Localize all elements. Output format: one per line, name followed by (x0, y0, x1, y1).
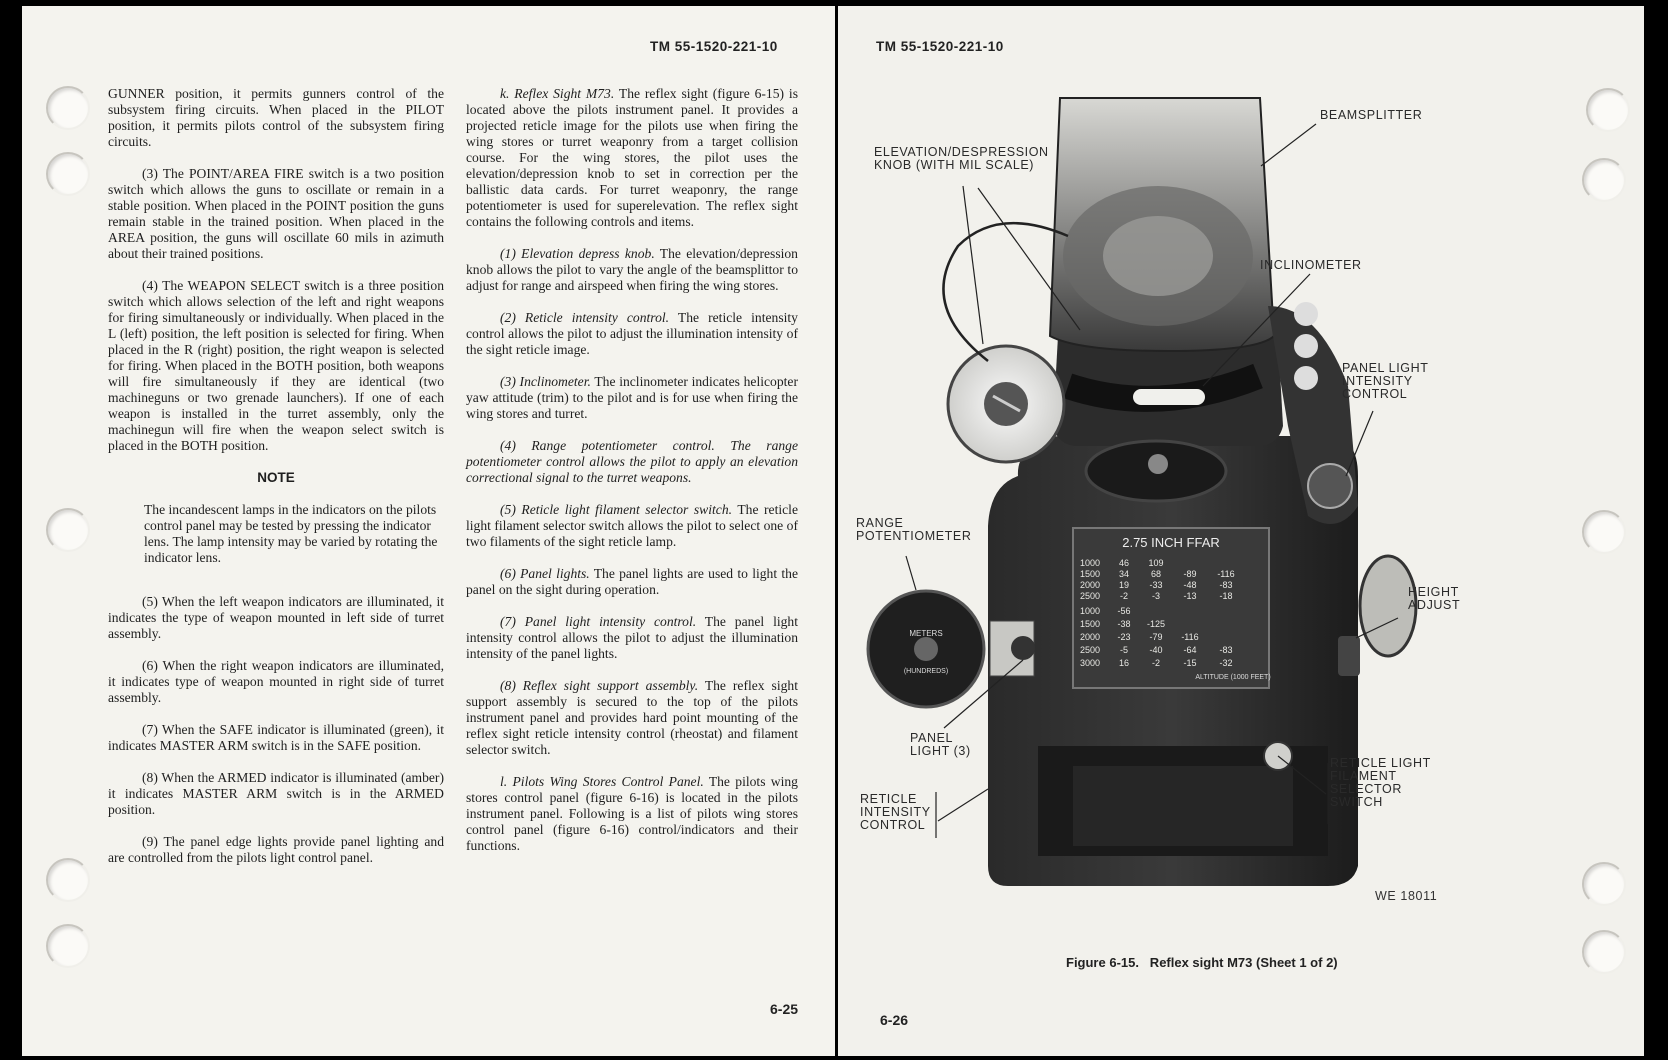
placard-cell: 3000 (1079, 658, 1101, 668)
inclinometer-tube (1133, 389, 1205, 405)
placard-cell: -48 (1183, 580, 1197, 590)
page-header: TM 55-1520-221-10 (876, 39, 1004, 54)
binder-hole (46, 86, 90, 130)
paragraph: (9) The panel edge lights provide panel lighting and are controlled from the pilots light control panel. (108, 834, 444, 865)
paragraph: (6) When the right weapon indicators are illuminated, it indicates type of weapon mounted in right side of turret assembly. (108, 658, 444, 705)
label-range-pot: RANGE POTENTIOMETER (856, 516, 972, 543)
placard-cell: 1000 (1079, 558, 1101, 568)
range-pot-knob (914, 637, 938, 661)
page-header: TM 55-1520-221-10 (650, 39, 778, 54)
section-title: l. Pilots Wing Stores Control Panel. (500, 774, 704, 789)
placard-cell: 109 (1148, 558, 1164, 568)
section-body: The reflex sight (figure 6-15) is located above the pilots instrument panel. It provides a projected reticle image for the pilots use when firing the wing stores or turret weaponry from a target collision course. For the wing stores, the pilot uses the elevation/depression knob to set in correction per the ballistic data cards. For turret weaponry, the range potentiometer is used for superelevation. The reflex sight contains the following controls and items. (466, 86, 798, 229)
label-panel-light-intensity: PANEL LIGHT INTENSITY CONTROL (1342, 361, 1429, 401)
placard-cell: -2 (1119, 591, 1129, 601)
label-beamsplitter: BEAMSPLITTER (1320, 108, 1423, 122)
paragraph: (7) When the SAFE indicator is illuminated (green), it indicates MASTER ARM switch is in the SAFE position. (108, 722, 444, 753)
placard-footer: ALTITUDE (1000 FEET) (1195, 674, 1271, 681)
paragraph: (3) The POINT/AREA FIRE switch is a two position switch which allows the guns to oscillate or remain in a stable position. When placed in the POINT position the guns remain stable in the trained position. When placed in the AREA position, the guns will oscillate 60 mils in azimuth about their trained positions. (108, 166, 444, 261)
placard-cell: -18 (1219, 591, 1233, 601)
intensity-knob (1308, 464, 1352, 508)
item-title: (3) Inclinometer. (500, 374, 591, 389)
item-body: The inclinometer indicates helicopter yaw attitude (trim) to the pilot and is for use when firing the wing stores and turret. (466, 374, 798, 421)
label-elevation-knob: ELEVATION/DESPRESSION KNOB (WITH MIL SCALE) (874, 145, 1049, 172)
binder-hole (46, 508, 90, 552)
item-body: The reticle intensity control allows the pilot to adjust the illumination intensity of the sight reticle image. (466, 310, 798, 357)
placard-cell: 1500 (1079, 569, 1101, 579)
binder-hole (46, 924, 90, 968)
height-adjust-knob (1338, 636, 1360, 676)
placard-cell: 1000 (1079, 606, 1101, 616)
placard-cell: -64 (1183, 645, 1197, 655)
item-title: (2) Reticle intensity control. (500, 310, 670, 325)
placard-cell: 16 (1118, 658, 1130, 668)
item-title: (6) Panel lights. (500, 566, 590, 581)
placard-cell: -33 (1149, 580, 1163, 590)
item-body: The panel lights are used to light the panel on the sight during operation. (466, 566, 798, 597)
placard-cell: 68 (1150, 569, 1162, 579)
placard-cell: 2500 (1079, 645, 1101, 655)
placard-cell: -2 (1151, 658, 1161, 668)
placard-title: 2.75 INCH FFAR (1122, 535, 1220, 550)
item-body: The panel light intensity control allows the pilot to adjust the illumination intensity of the panel lights. (466, 614, 798, 661)
placard-cell: -38 (1117, 619, 1131, 629)
glass-reflection (1103, 216, 1213, 296)
paragraph: (4) The WEAPON SELECT switch is a three position switch which allows selection of the left and right weapons for firing simultaneously or individually. When placed in the L (left) position, the left position is selected for firing. When placed in the R (right) position, the right weapon is selected for firing. When placed in the BOTH position, both weapons will fire simultaneously if they are identical (two machineguns or two grenade launchers). If one of each weapon is installed in the turret assembly, only the machinegun will fire when the weapon select switch is placed in the BOTH position. (108, 278, 444, 453)
right-column (466, 86, 798, 870)
item-body: The reticle light filament selector switch allows the pilot to select one of two filaments of the sight reticle lamp. (466, 502, 798, 549)
placard-cell: 1500 (1079, 619, 1101, 629)
placard-cell: -116 (1217, 569, 1235, 579)
page-number: 6-26 (880, 1012, 909, 1028)
placard-cell: 2000 (1079, 580, 1101, 590)
placard-cell: -83 (1219, 645, 1233, 655)
left-column (108, 86, 444, 882)
dial-text-bottom: (HUNDREDS) (903, 668, 949, 675)
placard-cell: -125 (1146, 619, 1166, 629)
placard-cell: 2500 (1079, 591, 1101, 601)
wheel-hub (1148, 454, 1168, 474)
paragraph: (8) When the ARMED indicator is illuminated (amber) it indicates MASTER ARM switch is in the ARMED position. (108, 770, 444, 817)
right-page (838, 6, 1644, 1056)
placard-cell: -116 (1181, 632, 1199, 642)
panel-light (1294, 366, 1318, 390)
item-body: The reflex sight support assembly is secured to the top of the pilots instrument panel and provides hard point mounting of the reflex sight reticle intensity control (rheostat) and filament selector switch. (466, 678, 798, 757)
note-title: NOTE (257, 470, 295, 485)
binder-hole (46, 152, 90, 196)
binder-hole (46, 858, 90, 902)
placard-cell: -13 (1183, 591, 1197, 601)
figure-caption: Figure 6-15. Reflex sight M73 (Sheet 1 of 2) (1066, 955, 1338, 970)
page-number: 6-25 (770, 1001, 799, 1017)
placard-cell: -40 (1149, 645, 1163, 655)
placard-cell: -5 (1119, 645, 1129, 655)
placard-cell: -79 (1149, 632, 1163, 642)
item-title: (1) Elevation depress knob. (500, 246, 655, 261)
placard-cell: -83 (1219, 580, 1233, 590)
label-reticle-filament: RETICLE LIGHT FILAMENT SELECTOR SWITCH (1330, 756, 1431, 809)
item-body: The elevation/depression knob allows the pilot to vary the angle of the beamsplittor to adjust for range and airspeed when firing the wing stores. (466, 246, 798, 293)
placard-cell: 34 (1118, 569, 1130, 579)
paragraph: (5) When the left weapon indicators are illuminated, it indicates the type of weapon mounted in left side of turret assembly. (108, 594, 444, 641)
section-title: k. Reflex Sight M73. (500, 86, 615, 101)
section-body: The pilots wing stores control panel (figure 6-16) is located in the pilots instrument panel. Following is a list of pilots wing stores control panel (figure 6-16) control/indicators and their functions. (466, 774, 798, 853)
item-title: (5) Reticle light filament selector switch. (500, 502, 733, 517)
label-reticle-intensity: RETICLE INTENSITY CONTROL (860, 792, 931, 832)
panel-light (1294, 302, 1318, 326)
left-page (22, 6, 835, 1056)
placard-cell: 19 (1118, 580, 1130, 590)
label-inclinometer: INCLINOMETER (1260, 258, 1362, 272)
placard-cell: -3 (1151, 591, 1161, 601)
figure-code: WE 18011 (1375, 889, 1438, 903)
dial-text-top: METERS (909, 629, 943, 638)
placard-cell: -23 (1117, 632, 1131, 642)
note-body: The incandescent lamps in the indicators on the pilots control panel may be tested by pressing the indicator lens. The lamp intensity may be varied by rotating the indicator lens. (144, 502, 438, 565)
cable (943, 223, 1068, 361)
placard-cell: 2000 (1079, 632, 1101, 642)
panel-light (1294, 334, 1318, 358)
item-title: (8) Reflex sight support assembly. (500, 678, 699, 693)
lower-panel (1073, 766, 1293, 846)
placard-cell: -15 (1183, 658, 1197, 668)
item-title: (7) Panel light intensity control. (500, 614, 697, 629)
placard-cell: -89 (1183, 569, 1197, 579)
ballistic-placard (1073, 528, 1269, 688)
label-panel-light: PANEL LIGHT (3) (910, 731, 971, 758)
placard-cell: -56 (1117, 606, 1131, 616)
item-text: (4) Range potentiometer control. The range potentiometer control allows the pilot to apply an elevation correctional signal to the turret weapons. (466, 438, 798, 485)
placard-cell: 46 (1118, 558, 1130, 568)
panel-light-lamp (1011, 636, 1035, 660)
paragraph: GUNNER position, it permits gunners control of the subsystem firing circuits. When placed in the PILOT position, it permits pilots control of the subsystem firing circuits. (108, 86, 444, 149)
placard-cell: -32 (1219, 658, 1233, 668)
label-height-adjust: HEIGHT ADJUST (1408, 585, 1461, 612)
